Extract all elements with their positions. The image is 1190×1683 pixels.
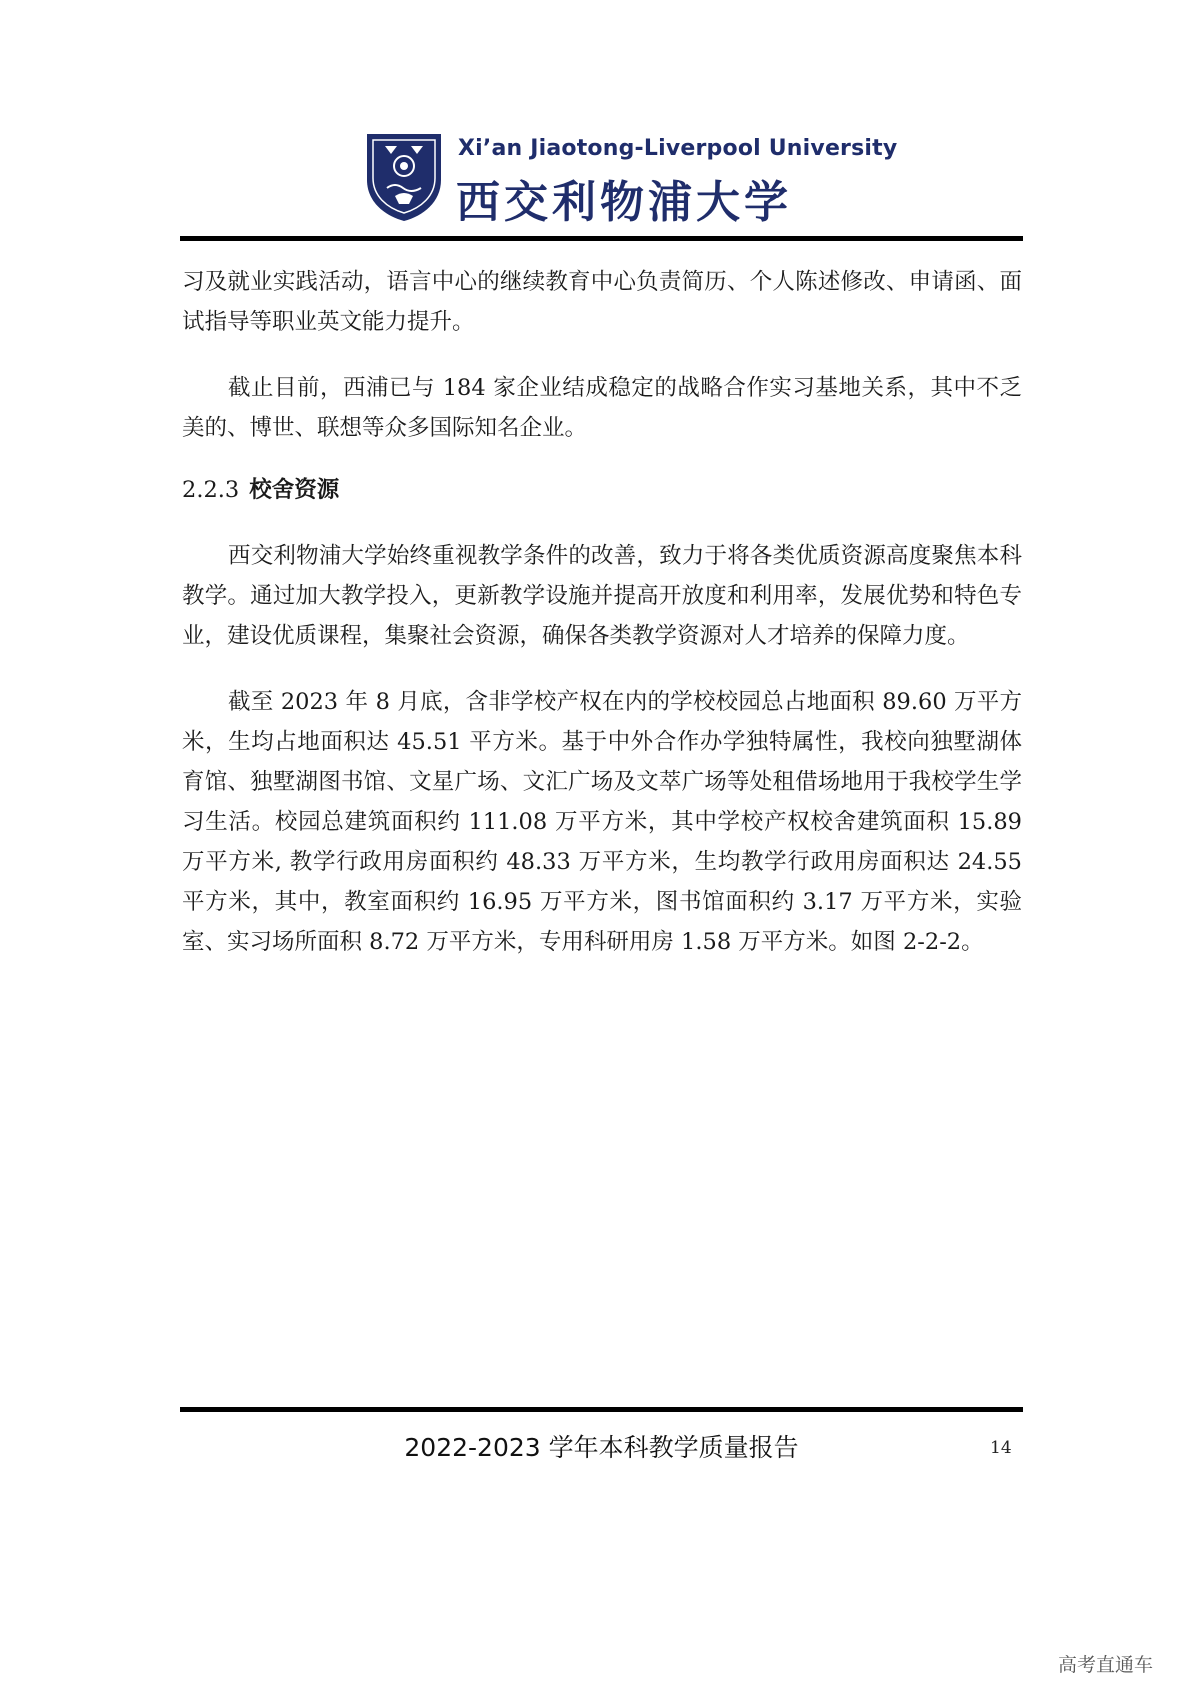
section-title: 校舍资源 (249, 477, 340, 503)
university-crest-icon (365, 132, 443, 222)
paragraph-teaching-conditions: 西交利物浦大学始终重视教学条件的改善，致力于将各类优质资源高度聚焦本科教学。通过加大教学投入，更新教学设施并提高开放度和利用率，发展优势和特色专业，建设优质课程，集聚社会资源，确保各类教学资源对人才培养的保障力度。 (182, 543, 1022, 649)
paragraph-internship-partners: 截止目前，西浦已与 184 家企业结成稳定的战略合作实习基地关系，其中不乏美的、博世、联想等众多国际知名企业。 (182, 375, 1022, 441)
university-chinese-name: 西交利物浦大学 (456, 177, 792, 228)
paragraph-campus-area: 截至 2023 年 8 月底，含非学校产权在内的学校校园总占地面积 89.60 万平方米，生均占地面积达 45.51 平方米。基于中外合作办学独特属性，我校向独墅湖体育馆、独墅湖图书馆、文星广场、文汇广场及文萃广场等处租借场地用于我校学生学习生活。校园总建筑面积约 111.08 万平方米，其中学校产权校舍建筑面积 15.89 万平方米, 教学行政用房面积约 48.33 万平方米，生均教学行政用房面积达 24.55 平方米，其中，教室面积约 16.95 万平方米，图书馆面积约 3.17 万平方米，实验室、实习场所面积 8.72 万平方米，专用科研用房 1.58 万平方米。如图 2-2-2。 (182, 689, 1022, 955)
document-body (182, 262, 1022, 962)
header-divider (180, 236, 1023, 241)
page-number: 14 (990, 1438, 1012, 1458)
paragraph-continued: 习及就业实践活动，语言中心的继续教育中心负责简历、个人陈述修改、申请函、面试指导等职业英文能力提升。 (182, 269, 1022, 335)
page-header (180, 132, 1030, 242)
section-number: 2.2.3 (182, 477, 240, 503)
university-english-name: Xi’an Jiaotong-Liverpool University (458, 136, 898, 161)
report-title: 2022-2023 学年本科教学质量报告 (404, 1433, 799, 1462)
watermark-text: 高考直通车 (1058, 1654, 1154, 1676)
footer-divider (180, 1407, 1023, 1412)
section-heading (182, 470, 1022, 510)
